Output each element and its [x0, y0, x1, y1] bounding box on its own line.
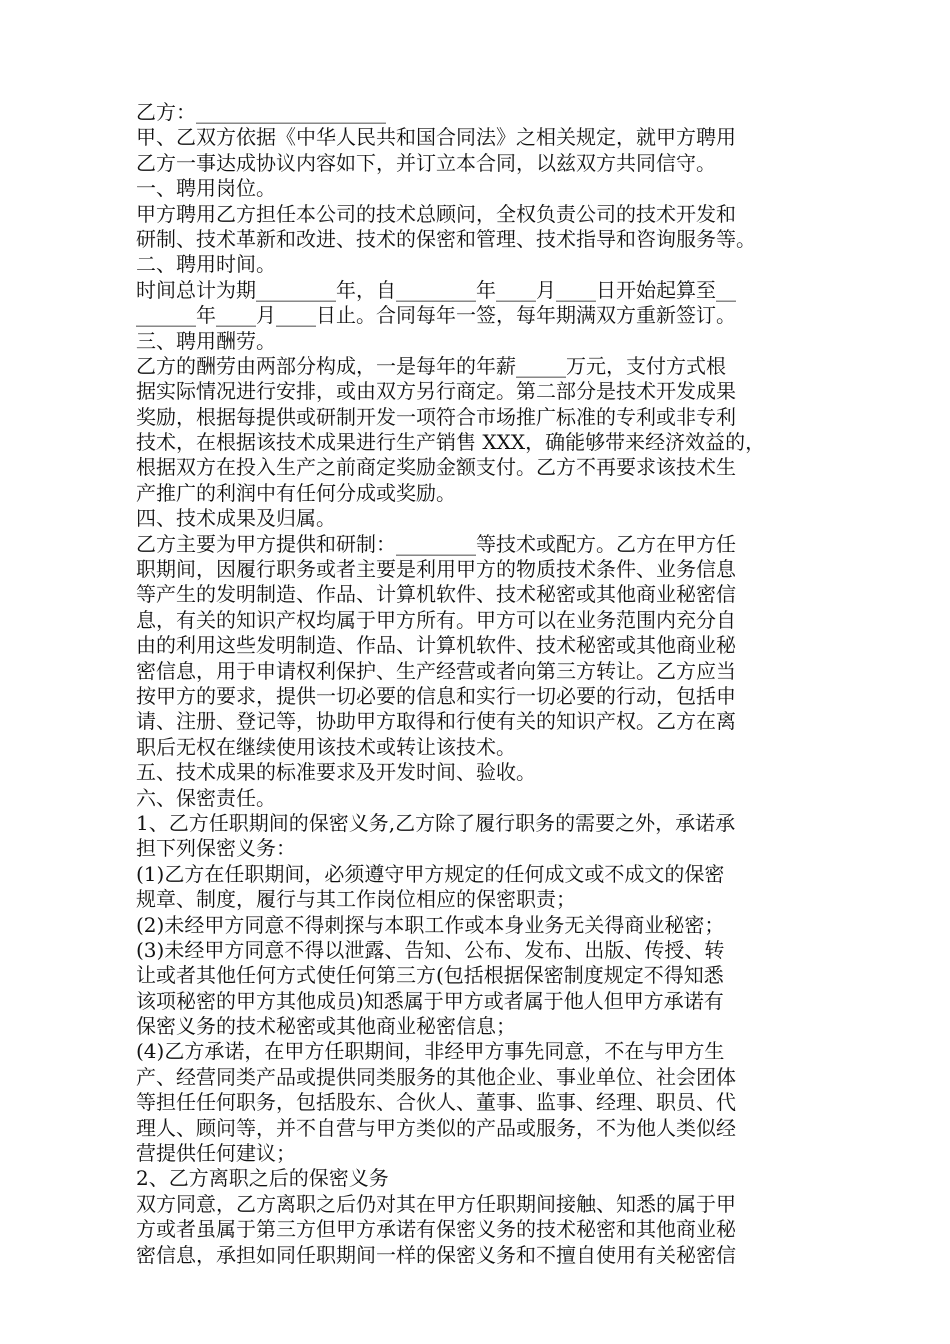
text-line: 让或者其他任何方式使任何第三方(包括根据保密制度规定不得知悉: [136, 963, 724, 988]
text-line: 乙方主要为甲方提供和研制：________等技术或配方。乙方在甲方任: [136, 531, 736, 556]
text-line: (4)乙方承诺，在甲方任职期间，非经甲方事先同意，不在与甲方生: [136, 1039, 725, 1064]
text-line: 按甲方的要求，提供一切必要的信息和实行一切必要的行动，包括申: [136, 683, 736, 708]
text-line: 双方同意，乙方离职之后仍对其在甲方任职期间接触、知悉的属于甲: [136, 1191, 736, 1216]
text-line: 等担任任何职务，包括股东、合伙人、董事、监事、经理、职员、代: [136, 1090, 736, 1115]
section-heading: 二、聘用时间。: [136, 252, 276, 277]
text-line: 甲方聘用乙方担任本公司的技术总顾问，全权负责公司的技术开发和: [136, 201, 736, 226]
text-line: 担下列保密义务：: [136, 836, 296, 861]
text-line: ______年____月____日止。合同每年一签，每年期满双方重新签订。: [136, 303, 736, 328]
text-line: 乙方的酬劳由两部分构成，一是每年的年薪_____万元，支付方式根: [136, 353, 726, 378]
text-line: 时间总计为期________年，自________年____月____日开始起算至__: [136, 277, 736, 302]
text-line: 乙方一事达成协议内容如下，并订立本合同，以兹双方共同信守。: [136, 150, 716, 175]
text-line: 甲、乙双方依据《中华人民共和国合同法》之相关规定，就甲方聘用: [136, 125, 736, 150]
text-line: 规章、制度，履行与其工作岗位相应的保密职责；: [136, 887, 576, 912]
text-line: 营提供任何建议；: [136, 1141, 296, 1166]
text-line: 1、乙方任职期间的保密义务,乙方除了履行职务的需要之外，承诺承: [136, 810, 736, 835]
text-line: 职期间，因履行职务或者主要是利用甲方的物质技术条件、业务信息: [136, 557, 736, 582]
section-heading: 一、聘用岗位。: [136, 176, 276, 201]
text-line: 职后无权在继续使用该技术或转让该技术。: [136, 734, 516, 759]
section-heading: 四、技术成果及归属。: [136, 506, 336, 531]
text-line: 产、经营同类产品或提供同类服务的其他企业、事业单位、社会团体: [136, 1064, 736, 1089]
text-line: 保密义务的技术秘密或其他商业秘密信息；: [136, 1014, 516, 1039]
section-heading: 五、技术成果的标准要求及开发时间、验收。: [136, 760, 536, 785]
text-line: 等产生的发明制造、作品、计算机软件、技术秘密或其他商业秘密信: [136, 582, 736, 607]
text-line: 研制、技术革新和改进、技术的保密和管理、技术指导和咨询服务等。: [136, 226, 756, 251]
section-heading: 2、乙方离职之后的保密义务: [136, 1166, 389, 1191]
section-heading: 三、聘用酬劳。: [136, 328, 276, 353]
text-line: 该项秘密的甲方其他成员)知悉属于甲方或者属于他人但甲方承诺有: [136, 988, 724, 1013]
text-line: 由的利用这些发明制造、作品、计算机软件、技术秘密或其他商业秘: [136, 633, 736, 658]
text-line: 方或者虽属于第三方但甲方承诺有保密义务的技术秘密和其他商业秘: [136, 1217, 736, 1242]
text-line: 密信息，承担如同任职期间一样的保密义务和不擅自使用有关秘密信: [136, 1242, 736, 1267]
text-line: 乙方：___________________: [136, 100, 386, 124]
text-line: (2)未经甲方同意不得刺探与本职工作或本身业务无关得商业秘密；: [136, 912, 725, 937]
text-line: 请、注册、登记等，协助甲方取得和行使有关的知识产权。乙方在离: [136, 709, 736, 734]
section-heading: 六、保密责任。: [136, 785, 276, 810]
text-line: 奖励，根据每提供或研制开发一项符合市场推广标准的专利或非专利: [136, 404, 736, 429]
text-line: 根据双方在投入生产之前商定奖励金额支付。乙方不再要求该技术生: [136, 455, 736, 480]
text-line: 理人、顾问等，并不自营与甲方类似的产品或服务，不为他人类似经: [136, 1115, 736, 1140]
contract-document: [136, 100, 826, 1268]
text-line: (3)未经甲方同意不得以泄露、告知、公布、发布、出版、传授、转: [136, 937, 725, 962]
text-line: 密信息，用于申请权利保护、生产经营或者向第三方转让。乙方应当: [136, 658, 736, 683]
text-line: (1)乙方在任职期间，必须遵守甲方规定的任何成文或不成文的保密: [136, 861, 725, 886]
text-line: 息，有关的知识产权均属于甲方所有。甲方可以在业务范围内充分自: [136, 607, 736, 632]
text-line: 据实际情况进行安排，或由双方另行商定。第二部分是技术开发成果: [136, 379, 736, 404]
text-line: 产推广的利润中有任何分成或奖励。: [136, 480, 456, 505]
text-line: 技术，在根据该技术成果进行生产销售 XXX，确能够带来经济效益的，: [136, 430, 766, 455]
